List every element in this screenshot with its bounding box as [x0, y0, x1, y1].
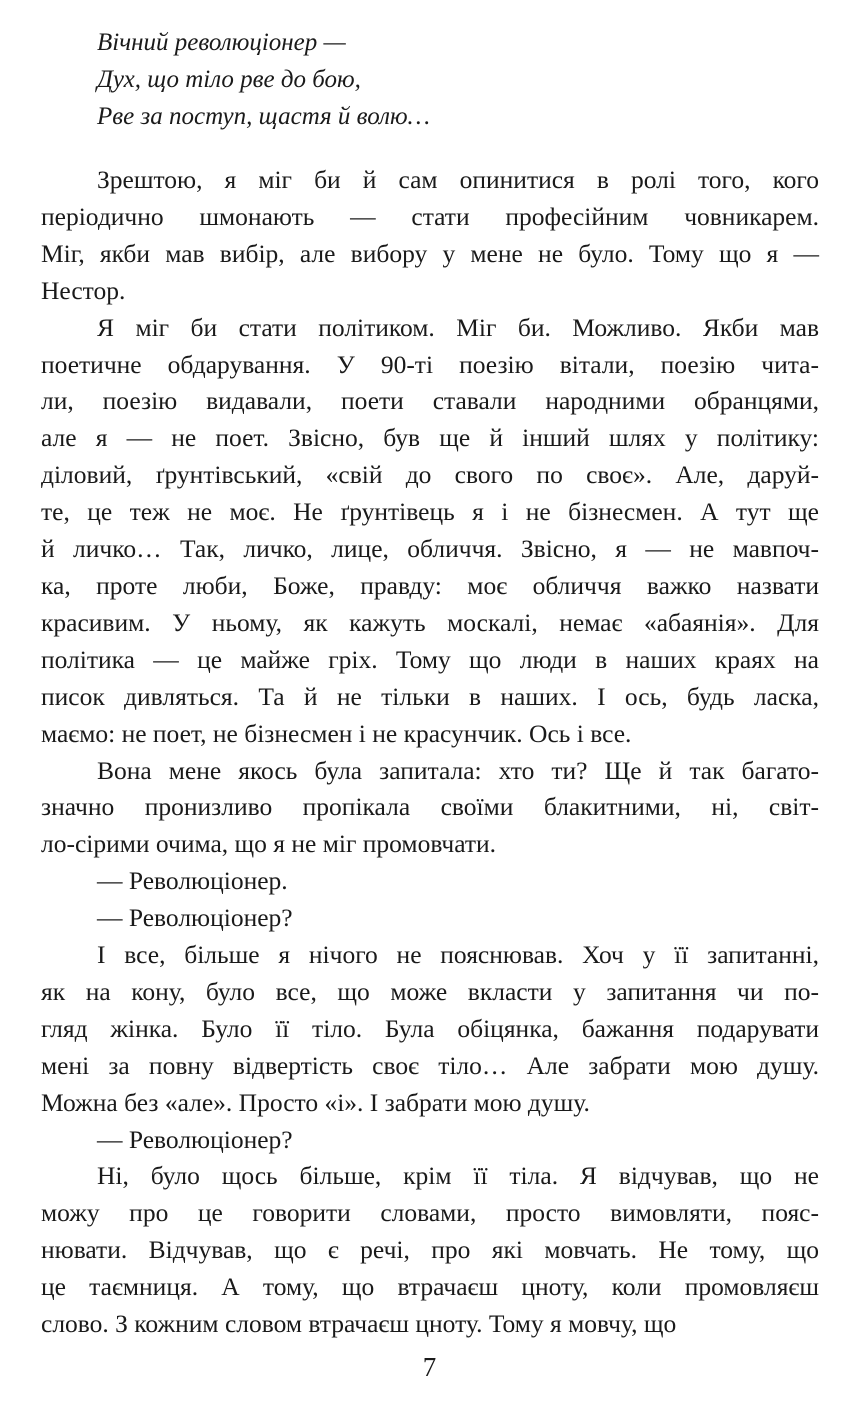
text-line: красивим. У ньому, як кажуть москалі, немає «абаянія». Для — [41, 607, 819, 637]
text-line: й личко… Так, личко, лице, обличчя. Звісно, я — не мавпоч- — [41, 534, 819, 564]
paragraph — [41, 937, 819, 1122]
text-line: це таємниця. А тому, що втрачаєш цноту, коли промовляєш — [41, 1272, 819, 1302]
body-text — [41, 162, 819, 1343]
text-line: як на кону, було все, що може вкласти у запитання чи по- — [41, 976, 819, 1006]
text-line: слово. З кожним словом втрачаєш цноту. Тому я мовчу, що — [41, 1309, 677, 1339]
verse-line: Дух, що тіло рве до бою, — [97, 66, 361, 93]
text-line: Нестор. — [41, 275, 126, 305]
text-line: писок дивляться. Та й не тільки в наших. І ось, будь ласка, — [41, 681, 819, 711]
text-line: — Революціонер. — [97, 866, 288, 896]
verse-line: Рве за поступ, щастя й волю… — [97, 103, 430, 130]
text-line: ли, поезію видавали, поети ставали народними обранцями, — [41, 386, 819, 416]
paragraph — [41, 863, 819, 900]
text-line: Ні, було щось більше, крім її тіла. Я відчував, що не — [97, 1161, 819, 1191]
text-line: але я — не поет. Звісно, був ще й інший шлях у політику: — [41, 423, 819, 453]
text-line: — Революціонер? — [97, 903, 293, 933]
paragraph — [41, 753, 819, 864]
text-line: політика — це майже гріх. Тому що люди в наших краях на — [41, 644, 819, 674]
text-line: І все, більше я нічого не пояснював. Хоч у її запитанні, — [97, 940, 819, 970]
text-line: те, це теж не моє. Не ґрунтівець я і не бізнесмен. А тут ще — [41, 497, 819, 527]
text-line: Зрештою, я міг би й сам опинитися в ролі того, кого — [97, 165, 819, 194]
text-line: — Революціонер? — [97, 1124, 293, 1154]
text-line: поетичне обдарування. У 90-ті поезію вітали, поезію чита- — [41, 349, 819, 379]
text-line: Можна без «але». Просто «і». І забрати мою душу. — [41, 1087, 590, 1117]
verse-line: Вічний революціонер — — [97, 29, 346, 56]
text-line: Міг, якби мав вибір, але вибору у мене не було. Тому що я — — [41, 238, 819, 268]
text-line: ло-сірими очима, що я не міг промовчати. — [41, 829, 497, 859]
paragraph — [41, 1122, 819, 1159]
text-line: маємо: не поет, не бізнесмен і не красунчик. Ось і все. — [41, 718, 632, 748]
text-line: Вона мене якось була запитала: хто ти? Ще й так багато- — [97, 755, 819, 785]
text-line: ка, проте люби, Боже, правду: моє обличчя важко назвати — [41, 570, 819, 600]
text-line: гляд жінка. Було її тіло. Була обіцянка, бажання подарувати — [41, 1013, 819, 1043]
text-line: значно пронизливо пропікала своїми блакитними, ні, світ- — [41, 792, 819, 822]
text-line: нювати. Відчував, що є речі, про які мовчать. Не тому, що — [41, 1235, 819, 1265]
text-line: мені за повну відвертість своє тіло… Але забрати мою душу. — [41, 1050, 819, 1080]
text-line: Я міг би стати політиком. Міг би. Можливо. Якби мав — [97, 312, 819, 342]
paragraph — [41, 310, 819, 753]
text-line: можу про це говорити словами, просто вимовляти, пояс- — [41, 1198, 819, 1228]
paragraph — [41, 900, 819, 937]
book-page — [41, 24, 819, 1343]
text-line: періодично шмонають — стати професійним човникарем. — [41, 201, 819, 231]
text-line: діловий, ґрунтівський, «свій до свого по своє». Але, даруй- — [41, 460, 819, 490]
paragraph — [41, 162, 819, 310]
page-number: 7 — [422, 1352, 437, 1382]
paragraph — [41, 1158, 819, 1343]
epigraph-verse — [97, 24, 819, 135]
